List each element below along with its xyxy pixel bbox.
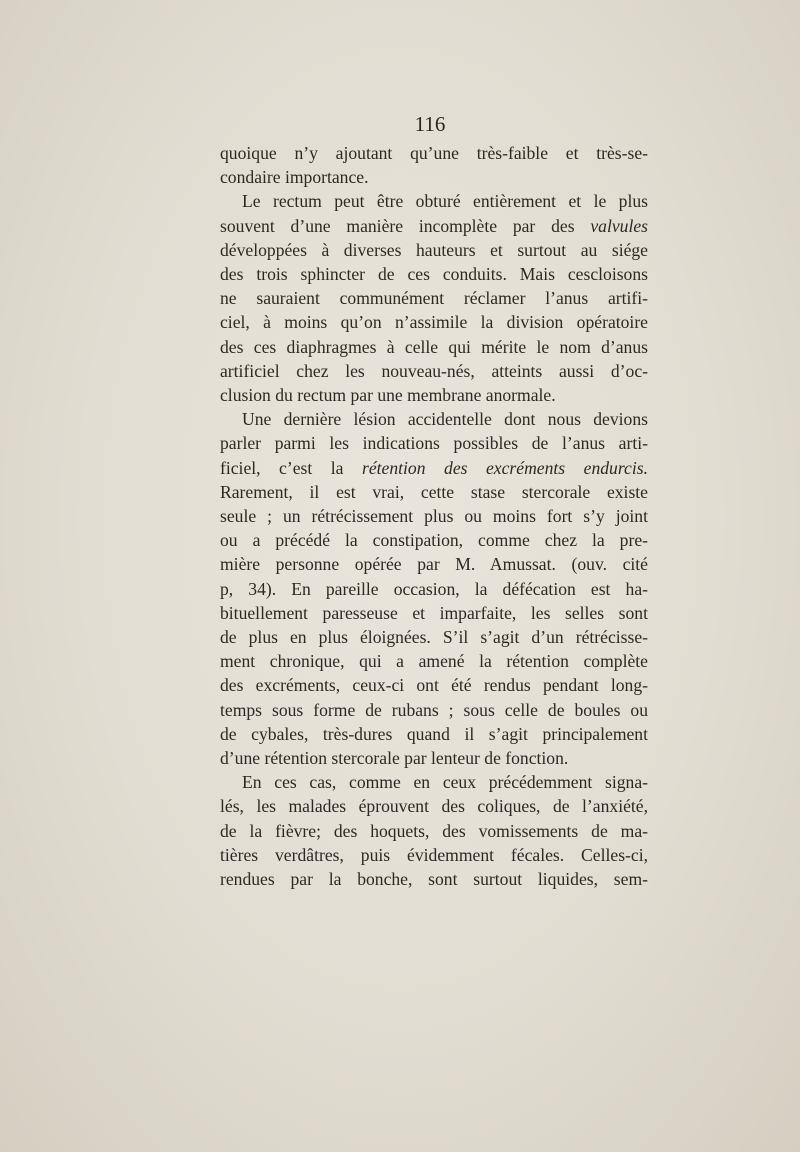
text-line: Une dernière lésion accidentelle dont nous devions	[242, 409, 648, 430]
paragraph	[220, 141, 648, 189]
text-line: Rarement, il est vrai, cette stase stercorale existe	[220, 481, 648, 502]
text-line: condaire importance.	[220, 167, 369, 188]
paragraph	[220, 770, 648, 891]
text-line: ne sauraient communément réclamer l’anus artifi-	[220, 288, 648, 309]
text-line: lés, les malades éprouvent des coliques, de l’anxiété,	[220, 796, 648, 817]
text-line: des ces diaphragmes à celle qui mérite le nom d’anus	[220, 336, 648, 357]
text-line: d’une rétention stercorale par lenteur de fonction.	[220, 748, 569, 769]
text-line: rendues par la bonche, sont surtout liquides, sem-	[220, 869, 648, 890]
text-line: ciel, à moins qu’on n’assimile la division opératoire	[220, 312, 648, 333]
text-line: ou a précédé la constipation, comme chez la pre-	[220, 530, 648, 551]
text-line: En ces cas, comme en ceux précédemment signa-	[242, 772, 648, 793]
text-line: clusion du rectum par une membrane anormale.	[220, 385, 556, 406]
italic-term: valvules	[590, 215, 648, 236]
text-line: ment chronique, qui a amené la rétention complète	[220, 651, 648, 672]
paragraph	[220, 189, 648, 407]
text-line: de plus en plus éloignées. S’il s’agit d’un rétrécisse-	[220, 627, 648, 648]
text-line: mière personne opérée par M. Amussat. (ouv. cité	[220, 554, 648, 575]
text-line: temps sous forme de rubans ; sous celle de boules ou	[220, 699, 648, 720]
text-line: Le rectum peut être obturé entièrement et le plus	[242, 191, 648, 212]
text-line: quoique n’y ajoutant qu’une très-faible et très-se-	[220, 143, 648, 163]
text-line: souvent d’une manière incomplète par des valvules	[220, 215, 648, 236]
paragraph	[220, 407, 648, 770]
page-number: 116	[414, 112, 446, 136]
text-line: artificiel chez les nouveau-nés, atteints aussi d’oc-	[220, 360, 648, 381]
text-line: seule ; un rétrécissement plus ou moins fort s’y joint	[220, 506, 648, 527]
text-line: ficiel, c’est la rétention des excréments endurcis.	[220, 457, 648, 478]
text-line: des excréments, ceux-ci ont été rendus pendant long-	[220, 675, 648, 696]
italic-term: rétention des excréments endurcis.	[362, 457, 648, 478]
text-line: de cybales, très-dures quand il s’agit principalement	[220, 723, 648, 744]
text-line: développées à diverses hauteurs et surtout au siége	[220, 239, 648, 260]
text-line: parler parmi les indications possibles de l’anus arti-	[220, 433, 648, 454]
text-line: de la fièvre; des hoquets, des vomissements de ma-	[220, 820, 648, 841]
text-line: des trois sphincter de ces conduits. Mais cescloisons	[220, 264, 648, 285]
text-line: tières verdâtres, puis évidemment fécales. Celles-ci,	[220, 844, 648, 865]
text-line: p, 34). En pareille occasion, la défécation est ha-	[220, 578, 648, 599]
body-text	[220, 141, 648, 891]
text-line: bituellement paresseuse et imparfaite, les selles sont	[220, 602, 648, 623]
